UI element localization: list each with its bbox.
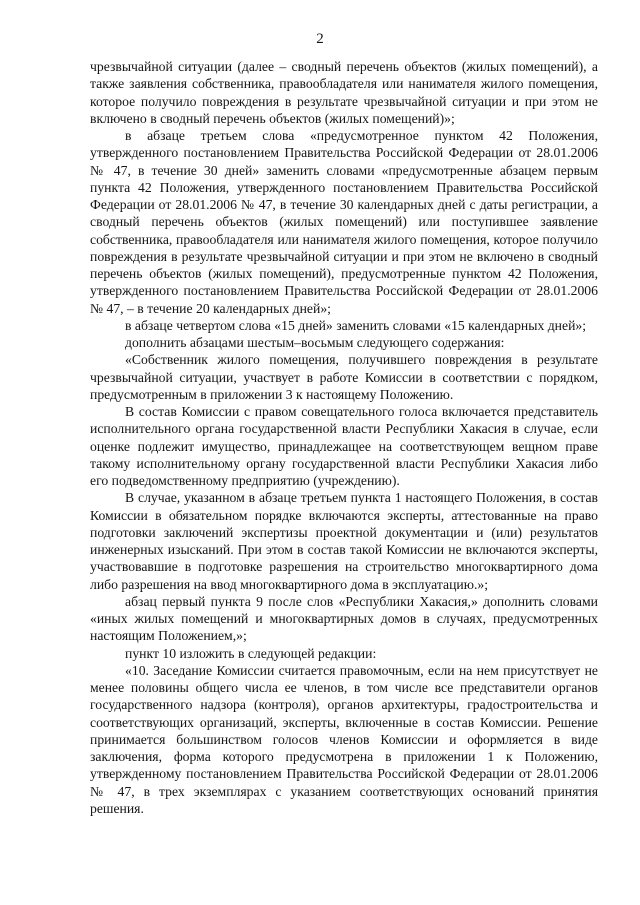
document-body (90, 58, 598, 817)
paragraph-2: в абзаце третьем слова «предусмотренное пунктом 42 Положения, утвержденного постановлением Правительства Российской Федерации от 28.01.2006 № 47, в течение 30 дней» заменить словами «предусмотренные абзацем первым пункта 42 Положения, утвержденного постановлением Правительства Российской Федерации от 28.01.2006 № 47, в течение 30 календарных дней с даты регистрации, а сводный перечень объектов (жилых помещений) или поступившее заявление собственника, правообладателя или нанимателя жилого помещения, которое получило повреждения в результате чрезвычайной ситуации и при этом не включено в сводный перечень объектов (жилых помещений), предусмотренные пунктом 42 Положения, утвержденного постановлением Правительства Российской Федерации от 28.01.2006 № 47, – в течение 20 календарных дней»; (90, 128, 598, 316)
page-number: 2 (316, 31, 324, 47)
paragraph-4: дополнить абзацами шестым–восьмым следующего содержания: (125, 335, 505, 350)
paragraph-1: чрезвычайной ситуации (далее – сводный перечень объектов (жилых помещений), а также заявления собственника, правообладателя или нанимателя жилого помещения, которое получило повреждения в результате чрезвычайной ситуации и при этом не включено в сводный перечень объектов (жилых помещений)»; (90, 59, 598, 126)
paragraph-8: абзац первый пункта 9 после слов «Республики Хакасия,» дополнить словами «иных жилых помещений и многоквартирных домов в случаях, предусмотренных настоящим Положением,»; (90, 593, 598, 644)
paragraph-6: В состав Комиссии с правом совещательного голоса включается представитель исполнительного органа государственной власти Республики Хакасия в случае, если оценке подлежит имущество, принадлежащее на соответствующем вещном праве такому исполнительному органу государственной власти Республики Хакасия либо его подведомственному предприятию (учреждению). (90, 404, 598, 488)
paragraph-9: пункт 10 изложить в следующей редакции: (125, 645, 377, 661)
paragraph-7: В случае, указанном в абзаце третьем пункта 1 настоящего Положения, в состав Комиссии в обязательном порядке включаются эксперты, аттестованные на право подготовки заключений экспертизы проектной документации и (или) результатов инженерных изысканий. При этом в состав такой Комиссии не включаются эксперты, участвовавшие в подготовке разрешения на строительство многоквартирного дома либо разрешения на ввод многоквартирного дома в эксплуатацию.»; (90, 490, 598, 592)
paragraph-5: «Собственник жилого помещения, получившего повреждения в результате чрезвычайной ситуации, участвует в работе Комиссии в соответствии с порядком, предусмотренным в приложении 3 к настоящему Положению. (90, 352, 598, 402)
paragraph-10: «10. Заседание Комиссии считается правомочным, если на нем присутствует не менее половины общего числа ее членов, в том числе все представители органов государственного надзора (контроля), органов архитектуры, градостроительства и соответствующих организаций, эксперты, включенные в состав Комиссии. Решение принимается большинством голосов членов Комиссии и оформляется в виде заключения, форма которого предусмотрена в приложении 1 к Положению, утвержденному постановлением Правительства Российской Федерации от 28.01.2006 № 47, в трех экземплярах с указанием соответствующих оснований принятия решения. (90, 662, 598, 816)
paragraph-3: в абзаце четвертом слова «15 дней» заменить словами «15 календарных дней»; (125, 317, 587, 333)
